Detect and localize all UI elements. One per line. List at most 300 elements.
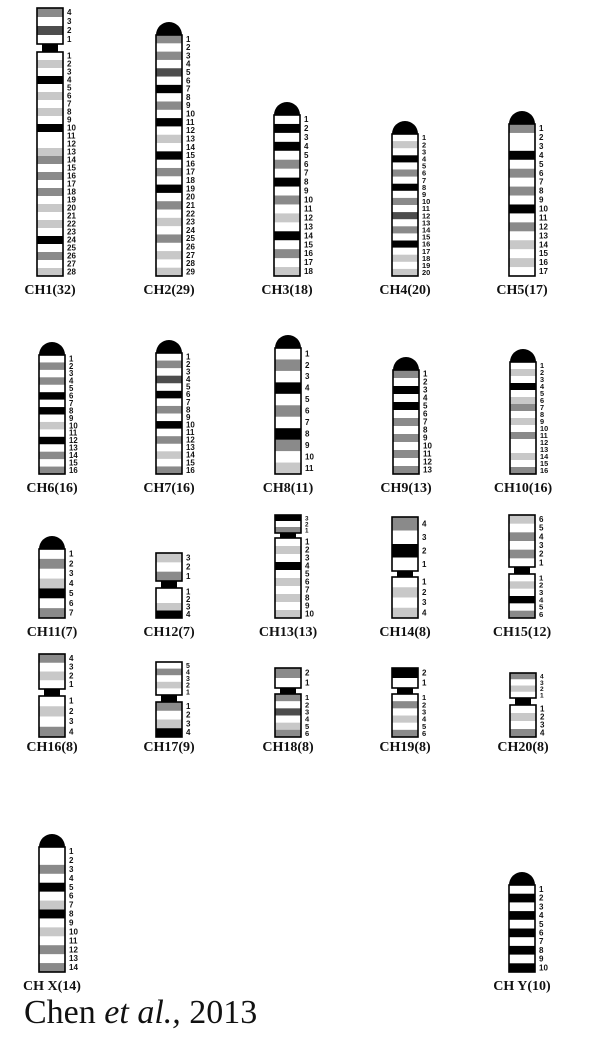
chromosome-label-ch19: CH19(8) xyxy=(379,740,431,755)
ch5-q-band-label: 11 xyxy=(539,213,548,223)
ch19-centromere xyxy=(397,688,413,694)
chy-q-band-3 xyxy=(509,902,535,911)
ch13-q-band-label: 1 xyxy=(305,537,310,547)
ch12-centromere xyxy=(161,581,177,588)
ch5-q-band-15 xyxy=(509,249,535,258)
ch7-q-band-label: 8 xyxy=(186,405,191,415)
ch3-q-band-label: 17 xyxy=(304,258,313,268)
ch5-q-band-label: 14 xyxy=(539,240,548,250)
ch4-q-band-9 xyxy=(392,191,418,199)
chromosome-ch17 xyxy=(156,662,191,737)
ch1-q-band-22 xyxy=(37,220,63,228)
ch4-q-band-1 xyxy=(392,134,418,142)
ch3-q-band-label: 13 xyxy=(304,222,313,232)
ch3-q-band-label: 16 xyxy=(304,249,313,259)
ch7-q-band-label: 11 xyxy=(186,428,195,438)
ch9-q-band-10 xyxy=(393,442,419,450)
ch7-telomere-cap xyxy=(156,340,182,353)
ch11-q-band-6 xyxy=(39,598,65,608)
ch11-q-band-label: 7 xyxy=(69,608,74,618)
ch1-p-band-label: 3 xyxy=(67,17,72,27)
ch2-q-band-18 xyxy=(156,176,182,185)
chromosome-ch10 xyxy=(510,349,549,475)
ch2-q-band-25 xyxy=(156,234,182,243)
ch9-q-band-6 xyxy=(393,410,419,418)
ch13-q-band-label: 9 xyxy=(305,601,310,611)
chromosome-ch18 xyxy=(275,668,310,738)
chx-q-band-label: 6 xyxy=(69,891,74,901)
ch7-q-band-label: 5 xyxy=(186,382,191,392)
chromosome-label-ch15: CH15(12) xyxy=(492,625,552,640)
ch4-q-band-8 xyxy=(392,184,418,192)
ch14-p-band-label: 2 xyxy=(422,546,427,556)
ch14-p-band-label: 4 xyxy=(422,519,427,529)
ch3-telomere-cap xyxy=(274,102,300,115)
ch9-q-band-label: 1 xyxy=(423,369,428,379)
chx-q-band-10 xyxy=(39,927,65,936)
ch13-p-band-2 xyxy=(275,521,301,527)
ch1-p-band-1 xyxy=(37,35,63,44)
ch5-q-band-3 xyxy=(509,142,535,151)
chromosome-ch4 xyxy=(392,121,431,277)
ch10-q-band-label: 15 xyxy=(540,459,549,469)
ch10-q-band-label: 12 xyxy=(540,438,549,448)
ch6-q-band-label: 4 xyxy=(69,376,74,386)
ch5-q-band-7 xyxy=(509,178,535,187)
chx-q-band-13 xyxy=(39,954,65,963)
chy-q-band-6 xyxy=(509,929,535,938)
chx-q-band-label: 9 xyxy=(69,918,74,928)
chy-q-band-label: 4 xyxy=(539,911,544,921)
ch20-q-band-4 xyxy=(510,729,536,737)
ch3-q-band-label: 5 xyxy=(304,150,309,160)
ch18-q-band-label: 6 xyxy=(305,729,310,739)
ch1-q-band-25 xyxy=(37,244,63,252)
ch5-q-band-label: 9 xyxy=(539,195,544,205)
ch4-q-band-15 xyxy=(392,233,418,241)
ch1-q-band-10 xyxy=(37,124,63,132)
ch3-q-band-label: 11 xyxy=(304,204,313,214)
ch18-q-band-label: 5 xyxy=(305,721,310,731)
ch3-q-band-7 xyxy=(274,169,300,178)
ch9-q-band-9 xyxy=(393,434,419,442)
chx-q-band-label: 3 xyxy=(69,864,74,874)
ch16-p-band-4 xyxy=(39,654,65,663)
chromosome-label-ch9: CH9(13) xyxy=(380,481,432,496)
ch4-q-band-label: 17 xyxy=(422,246,431,256)
ch12-q-band-label: 4 xyxy=(186,609,191,619)
ch16-p-band-1 xyxy=(39,680,65,689)
ch7-q-band-label: 4 xyxy=(186,375,191,385)
ch14-centromere xyxy=(397,571,413,577)
ch4-q-band-label: 8 xyxy=(422,182,427,192)
ch14-q-band-3 xyxy=(392,598,418,609)
chromosome-ch9 xyxy=(393,357,432,475)
ch2-q-band-label: 9 xyxy=(186,101,191,111)
ch3-q-band-14 xyxy=(274,231,300,240)
ch13-q-band-label: 4 xyxy=(305,561,310,571)
ch1-q-band-label: 11 xyxy=(67,131,76,141)
ch2-q-band-label: 13 xyxy=(186,134,195,144)
ch2-q-band-label: 25 xyxy=(186,234,195,244)
ch6-q-band-6 xyxy=(39,392,65,400)
ch2-q-band-3 xyxy=(156,52,182,61)
ch13-q-band-label: 5 xyxy=(305,569,310,579)
chromosome-label-ch10: CH10(16) xyxy=(493,481,553,496)
ch1-q-band-2 xyxy=(37,60,63,68)
chy-q-band-label: 5 xyxy=(539,919,544,929)
ch8-q-band-6 xyxy=(275,405,301,417)
ch12-p-band-1 xyxy=(156,572,182,582)
chromosome-label-ch8: CH8(11) xyxy=(262,481,314,496)
ch10-q-band-10 xyxy=(510,425,536,432)
ch11-q-band-1 xyxy=(39,549,65,559)
ch15-p-band-label: 6 xyxy=(539,514,544,524)
ch2-q-band-29 xyxy=(156,268,182,277)
chx-q-band-label: 13 xyxy=(69,954,78,964)
ch6-q-band-15 xyxy=(39,459,65,467)
ch15-centromere xyxy=(514,567,530,574)
chromosome-ch19 xyxy=(392,668,427,738)
ch6-q-band-label: 8 xyxy=(69,406,74,416)
ch2-q-band-label: 27 xyxy=(186,250,195,260)
ch17-q-band-label: 1 xyxy=(186,701,191,711)
ch11-q-band-2 xyxy=(39,559,65,569)
ch17-p-band-label: 4 xyxy=(186,669,190,677)
ch2-q-band-24 xyxy=(156,226,182,235)
ch9-q-band-label: 4 xyxy=(423,393,428,403)
ch4-q-band-label: 7 xyxy=(422,175,427,185)
ch9-q-band-2 xyxy=(393,378,419,386)
ch6-q-band-1 xyxy=(39,355,65,363)
ch11-q-band-label: 3 xyxy=(69,569,74,579)
ch5-q-band-label: 12 xyxy=(539,222,548,232)
ch2-q-band-28 xyxy=(156,259,182,268)
ch8-q-band-9 xyxy=(275,440,301,452)
ch10-q-band-1 xyxy=(510,362,536,369)
ch4-q-band-4 xyxy=(392,155,418,163)
ch5-q-band-label: 7 xyxy=(539,177,544,187)
ch8-q-band-label: 3 xyxy=(305,372,310,382)
chromosome-ch8 xyxy=(275,335,314,474)
ch2-q-band-label: 19 xyxy=(186,184,195,194)
ch3-q-band-12 xyxy=(274,213,300,222)
ch7-q-band-label: 3 xyxy=(186,367,191,377)
ch1-q-band-8 xyxy=(37,108,63,116)
ch2-q-band-label: 29 xyxy=(186,267,195,277)
citation xyxy=(24,994,257,1032)
ch4-q-band-label: 16 xyxy=(422,239,431,249)
ch3-q-band-label: 12 xyxy=(304,213,313,223)
ch1-q-band-17 xyxy=(37,180,63,188)
ch10-q-band-label: 5 xyxy=(540,389,545,399)
ch7-q-band-label: 10 xyxy=(186,420,195,430)
ch19-p-band-label: 1 xyxy=(422,678,427,688)
ch10-q-band-7 xyxy=(510,404,536,411)
ch19-q-band-3 xyxy=(392,708,418,716)
ch4-q-band-label: 20 xyxy=(422,268,431,278)
ch1-q-band-label: 14 xyxy=(67,155,76,165)
ch15-q-band-label: 1 xyxy=(539,573,544,583)
citation-etal: et al., xyxy=(104,994,181,1031)
ch2-q-band-16 xyxy=(156,160,182,169)
ch19-q-band-label: 6 xyxy=(422,729,427,739)
ch3-q-band-label: 4 xyxy=(304,141,309,151)
ch17-p-band-5 xyxy=(156,662,182,669)
ch14-q-band-2 xyxy=(392,587,418,598)
ch5-q-band-label: 10 xyxy=(539,204,548,214)
ch10-q-band-label: 13 xyxy=(540,445,549,455)
ch10-q-band-label: 3 xyxy=(540,375,545,385)
ch12-q-band-label: 1 xyxy=(186,587,191,597)
ch2-q-band-label: 28 xyxy=(186,259,195,269)
ch16-centromere xyxy=(44,689,60,696)
ch4-q-band-12 xyxy=(392,212,418,220)
chx-q-band-5 xyxy=(39,883,65,892)
ch2-q-band-26 xyxy=(156,243,182,252)
ch7-q-band-9 xyxy=(156,414,182,422)
ch5-q-band-16 xyxy=(509,258,535,267)
ch15-p-band-1 xyxy=(509,558,535,567)
chromosome-ch1 xyxy=(37,8,76,277)
ch2-q-band-2 xyxy=(156,43,182,52)
ch20-q-band-label: 1 xyxy=(540,704,545,714)
chx-q-band-3 xyxy=(39,865,65,874)
ch7-q-band-label: 16 xyxy=(186,465,195,475)
ch15-p-band-5 xyxy=(509,524,535,533)
ch20-q-band-label: 3 xyxy=(540,720,545,730)
ch8-q-band-label: 11 xyxy=(305,463,314,473)
ch10-q-band-label: 9 xyxy=(540,417,545,427)
chy-q-band-label: 10 xyxy=(539,963,548,973)
ch20-q-band-1 xyxy=(510,705,536,713)
ch10-q-band-label: 11 xyxy=(540,431,548,441)
ch4-q-band-10 xyxy=(392,198,418,206)
ch8-q-band-label: 10 xyxy=(305,452,314,462)
ch7-q-band-label: 9 xyxy=(186,412,191,422)
ch10-q-band-label: 8 xyxy=(540,410,545,420)
ch15-p-band-4 xyxy=(509,532,535,541)
ch1-q-band-label: 1 xyxy=(67,51,72,61)
ch4-q-band-16 xyxy=(392,241,418,249)
ch10-q-band-2 xyxy=(510,369,536,376)
ch1-q-band-label: 22 xyxy=(67,219,76,229)
ch7-q-band-label: 7 xyxy=(186,397,191,407)
ch15-p-band-label: 4 xyxy=(539,532,544,542)
chx-q-band-label: 8 xyxy=(69,909,74,919)
ch2-q-band-label: 5 xyxy=(186,67,191,77)
ch4-q-band-label: 13 xyxy=(422,218,431,228)
ch18-q-band-label: 2 xyxy=(305,700,310,710)
ch2-q-band-label: 24 xyxy=(186,225,195,235)
ch9-q-band-1 xyxy=(393,370,419,378)
ch3-q-band-label: 7 xyxy=(304,168,309,178)
ch4-q-band-label: 12 xyxy=(422,211,431,221)
chromosome-ch3 xyxy=(274,102,313,276)
ch9-q-band-label: 13 xyxy=(423,465,432,475)
ch1-q-band-label: 27 xyxy=(67,259,76,269)
ch17-p-band-label: 1 xyxy=(186,689,190,697)
ch7-q-band-label: 2 xyxy=(186,359,191,369)
ch3-q-band-17 xyxy=(274,258,300,267)
ch2-q-band-23 xyxy=(156,218,182,227)
ch8-q-band-label: 4 xyxy=(305,383,310,393)
ch1-q-band-label: 19 xyxy=(67,195,76,205)
ch15-q-band-label: 6 xyxy=(539,609,544,619)
ch2-q-band-label: 15 xyxy=(186,151,195,161)
ch11-q-band-7 xyxy=(39,608,65,618)
ch1-q-band-13 xyxy=(37,148,63,156)
ch15-p-band-label: 3 xyxy=(539,540,544,550)
ch5-q-band-label: 5 xyxy=(539,159,544,169)
ch14-p-band-label: 3 xyxy=(422,532,427,542)
ch6-q-band-10 xyxy=(39,422,65,430)
ch20-p-band-label: 2 xyxy=(540,686,544,694)
chromosome-chx xyxy=(39,834,78,972)
ch3-q-band-label: 3 xyxy=(304,132,309,142)
chx-q-band-label: 5 xyxy=(69,882,74,892)
chromosome-label-chx: CH X(14) xyxy=(23,979,81,994)
ch17-q-band-label: 4 xyxy=(186,728,191,738)
ch12-q-band-2 xyxy=(156,596,182,604)
ch2-q-band-label: 7 xyxy=(186,84,191,94)
ch15-p-band-label: 5 xyxy=(539,523,544,533)
chromosome-label-ch14: CH14(8) xyxy=(379,625,431,640)
ch1-q-band-label: 2 xyxy=(67,59,72,69)
ch9-q-band-label: 7 xyxy=(423,417,428,427)
chromosome-label-ch3: CH3(18) xyxy=(261,283,313,298)
ch5-q-band-2 xyxy=(509,133,535,142)
ch18-p-band-label: 1 xyxy=(305,678,310,688)
ch7-q-band-8 xyxy=(156,406,182,414)
chromosome-chy xyxy=(509,872,548,972)
ch6-q-band-9 xyxy=(39,415,65,423)
ch1-q-band-11 xyxy=(37,132,63,140)
ch5-q-band-17 xyxy=(509,267,535,276)
ch14-q-band-4 xyxy=(392,608,418,619)
ch4-q-band-label: 14 xyxy=(422,225,431,235)
ch13-q-band-label: 3 xyxy=(305,553,310,563)
ch17-p-band-2 xyxy=(156,682,182,689)
ch2-q-band-label: 2 xyxy=(186,43,191,53)
ch3-q-band-3 xyxy=(274,133,300,142)
ch2-q-band-label: 20 xyxy=(186,192,195,202)
ch3-q-band-label: 10 xyxy=(304,195,313,205)
chromosome-label-ch17: CH17(9) xyxy=(143,740,195,755)
ch1-q-band-label: 5 xyxy=(67,83,72,93)
ch5-q-band-10 xyxy=(509,204,535,213)
ch5-q-band-14 xyxy=(509,240,535,249)
ch3-q-band-label: 1 xyxy=(304,115,309,125)
ch2-q-band-12 xyxy=(156,126,182,135)
ch1-q-band-7 xyxy=(37,100,63,108)
chx-q-band-4 xyxy=(39,874,65,883)
ch2-telomere-cap xyxy=(156,22,182,35)
ch18-q-band-3 xyxy=(275,708,301,716)
ch13-q-band-3 xyxy=(275,554,301,562)
ch2-q-band-11 xyxy=(156,118,182,127)
ch19-q-band-label: 3 xyxy=(422,707,427,717)
ch5-q-band-11 xyxy=(509,213,535,222)
ch17-p-band-4 xyxy=(156,669,182,676)
chx-q-band-label: 10 xyxy=(69,927,78,937)
ch7-q-band-2 xyxy=(156,361,182,369)
ch19-p-band-2 xyxy=(392,668,418,678)
ch3-q-band-9 xyxy=(274,187,300,196)
ch2-q-band-15 xyxy=(156,151,182,160)
chromosome-ch16 xyxy=(39,654,74,737)
ch8-q-band-2 xyxy=(275,359,301,371)
ch8-q-band-label: 1 xyxy=(305,349,310,359)
ch10-q-band-label: 2 xyxy=(540,368,545,378)
ch9-q-band-5 xyxy=(393,402,419,410)
ch8-q-band-1 xyxy=(275,348,301,360)
ch14-p-band-2 xyxy=(392,544,418,558)
ch10-q-band-label: 10 xyxy=(540,424,549,434)
chromosome-label-chy: CH Y(10) xyxy=(493,979,551,994)
ch20-p-band-3 xyxy=(510,679,536,686)
ch15-q-band-1 xyxy=(509,574,535,582)
ch6-q-band-label: 7 xyxy=(69,398,74,408)
chromosome-label-ch2: CH2(29) xyxy=(143,283,195,298)
ch2-q-band-label: 12 xyxy=(186,126,195,136)
ch2-q-band-20 xyxy=(156,193,182,202)
chy-q-band-4 xyxy=(509,911,535,920)
ch1-q-band-3 xyxy=(37,68,63,76)
ch3-q-band-label: 6 xyxy=(304,159,309,169)
ch4-q-band-7 xyxy=(392,177,418,185)
ch6-q-band-label: 6 xyxy=(69,391,74,401)
ch10-q-band-8 xyxy=(510,411,536,418)
ch4-q-band-6 xyxy=(392,170,418,178)
ch12-p-band-3 xyxy=(156,553,182,563)
ch14-q-band-label: 2 xyxy=(422,587,427,597)
ch5-q-band-label: 6 xyxy=(539,168,544,178)
chx-q-band-8 xyxy=(39,910,65,919)
ch4-q-band-label: 3 xyxy=(422,147,427,157)
chromosome-ch11 xyxy=(39,536,74,618)
ch8-q-band-11 xyxy=(275,463,301,475)
ch11-q-band-5 xyxy=(39,588,65,598)
ch19-q-band-2 xyxy=(392,701,418,709)
ch5-q-band-label: 15 xyxy=(539,249,548,259)
ch1-q-band-26 xyxy=(37,252,63,260)
ch1-q-band-label: 26 xyxy=(67,251,76,261)
ch1-q-band-label: 17 xyxy=(67,179,76,189)
chx-q-band-label: 11 xyxy=(69,936,78,946)
ch1-q-band-label: 4 xyxy=(67,75,72,85)
ch1-q-band-20 xyxy=(37,204,63,212)
ch1-q-band-5 xyxy=(37,84,63,92)
ch18-q-band-label: 1 xyxy=(305,693,310,703)
ch3-q-band-18 xyxy=(274,267,300,276)
ch10-q-band-12 xyxy=(510,439,536,446)
ch4-q-band-label: 11 xyxy=(422,204,430,214)
ch9-q-band-label: 11 xyxy=(423,449,432,459)
chx-q-band-1 xyxy=(39,847,65,856)
ch1-q-band-23 xyxy=(37,228,63,236)
ch1-q-band-14 xyxy=(37,156,63,164)
ch1-q-band-label: 6 xyxy=(67,91,72,101)
ch5-q-band-12 xyxy=(509,222,535,231)
ch3-q-band-11 xyxy=(274,204,300,213)
ch11-q-band-4 xyxy=(39,579,65,589)
ch4-q-band-17 xyxy=(392,248,418,256)
ch13-q-band-8 xyxy=(275,594,301,602)
ch13-q-band-label: 2 xyxy=(305,545,310,555)
ch3-q-band-label: 9 xyxy=(304,186,309,196)
ch18-centromere xyxy=(280,688,296,694)
